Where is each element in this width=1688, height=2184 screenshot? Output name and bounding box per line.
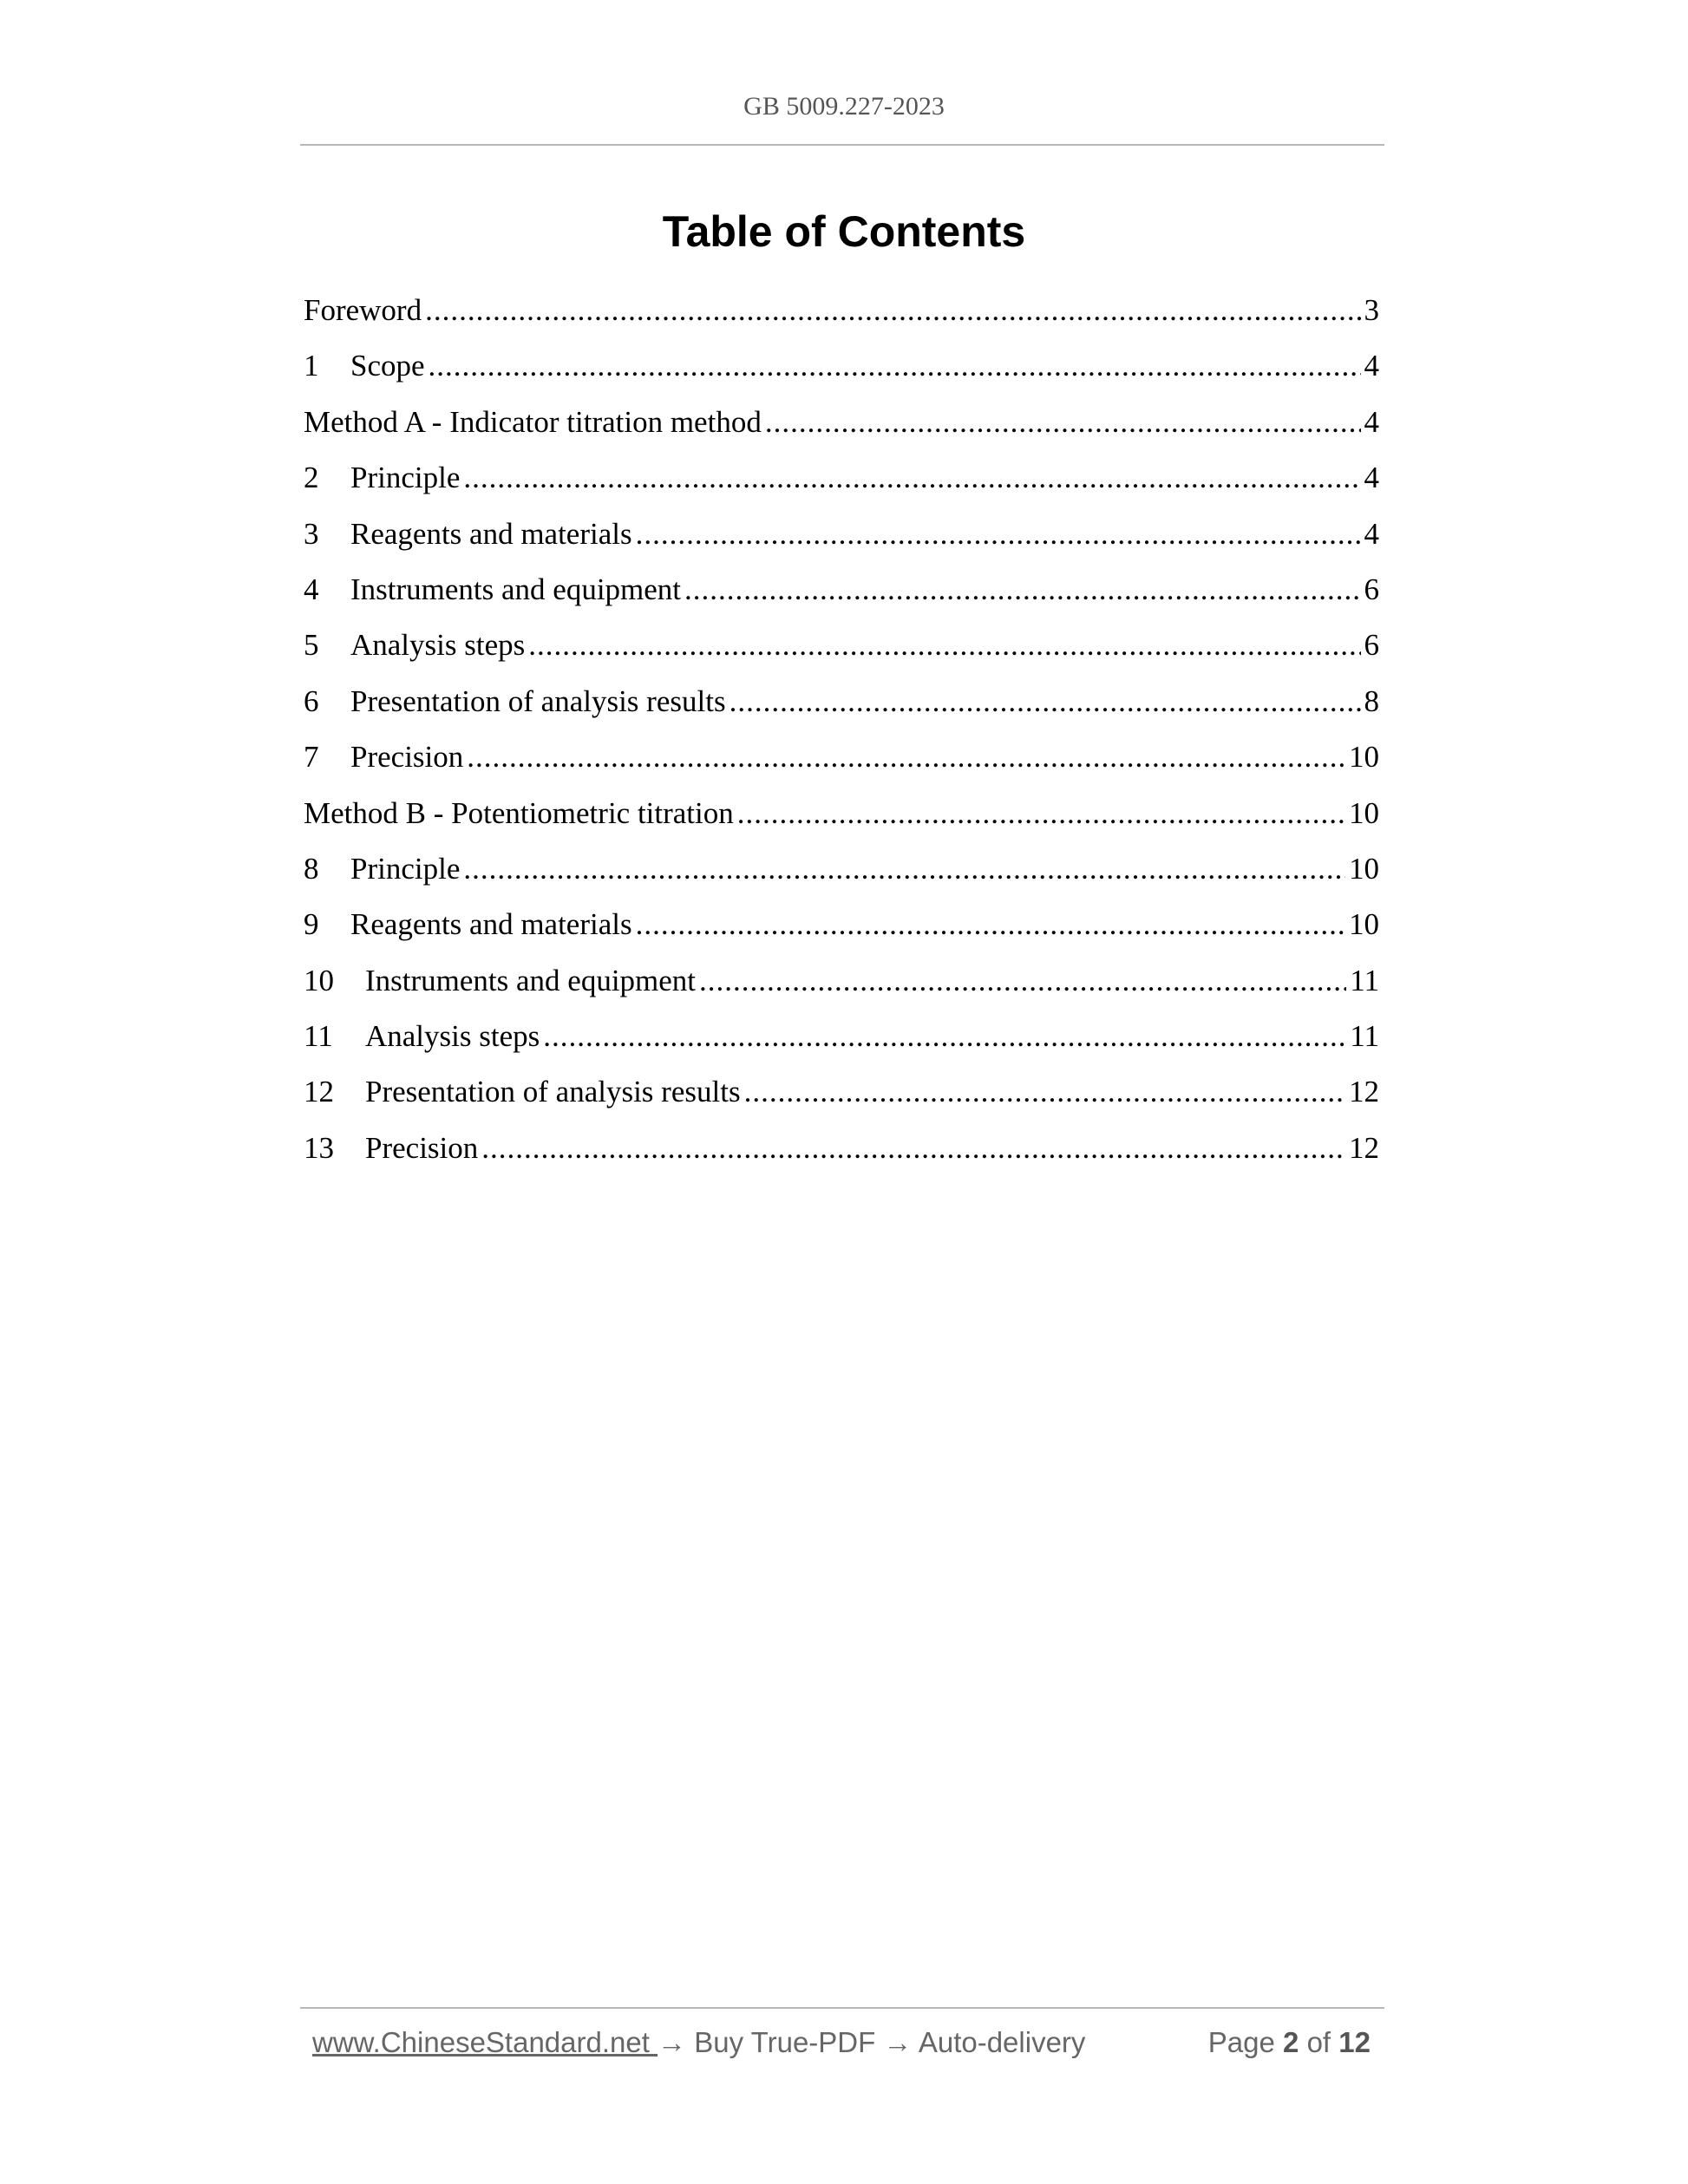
toc-entry-instruments-a[interactable] (304, 569, 1379, 624)
toc-entry-results-a[interactable] (304, 681, 1379, 736)
toc-entry-label: Precision (365, 1130, 479, 1165)
toc-entry-method-b[interactable] (304, 793, 1379, 848)
toc-entry-page: 4 (1364, 404, 1379, 439)
toc-entry-instruments-b[interactable] (304, 960, 1379, 1016)
toc-entry-page: 11 (1350, 963, 1379, 997)
toc-entry-analysis-a[interactable] (304, 624, 1379, 680)
toc-entry-label: Analysis steps (365, 1019, 540, 1054)
toc-entry-label: Foreword (304, 293, 422, 327)
buy-true-pdf-text: Buy True-PDF (694, 2026, 876, 2058)
toc-dot-leader (737, 793, 1345, 834)
arrow-right-icon: → (883, 2026, 913, 2058)
footer-divider (300, 2007, 1384, 2009)
toc-entry-number: 9 (304, 907, 319, 942)
auto-delivery-text: Auto-delivery (918, 2026, 1086, 2058)
total-page-count: 12 (1338, 2026, 1371, 2058)
toc-entry-number: 3 (304, 516, 319, 551)
toc-dot-leader (429, 345, 1361, 387)
toc-entry-label: Analysis steps (350, 628, 526, 663)
toc-entry-page: 4 (1364, 349, 1379, 383)
website-link[interactable]: www.ChineseStandard.net (312, 2026, 658, 2058)
toc-entry-number: 13 (304, 1130, 334, 1165)
toc-entry-label: Instruments and equipment (365, 963, 697, 997)
toc-entry-label: Principle (350, 851, 461, 886)
arrow-right-icon: → (658, 2026, 687, 2058)
toc-entry-page: 10 (1349, 851, 1379, 886)
toc-dot-leader (481, 1128, 1345, 1169)
toc-entry-page: 10 (1349, 795, 1379, 830)
document-id-header: GB 5009.227-2023 (743, 92, 945, 121)
toc-entry-label: Presentation of analysis results (365, 1075, 741, 1109)
toc-dot-leader (730, 681, 1361, 723)
toc-entry-method-a[interactable] (304, 402, 1379, 457)
toc-entry-label: Instruments and equipment (350, 572, 682, 606)
toc-entry-page: 8 (1364, 683, 1379, 718)
toc-dot-leader (463, 457, 1360, 499)
toc-entry-label: Principle (350, 461, 461, 495)
toc-dot-leader (636, 904, 1345, 945)
toc-entry-foreword[interactable] (304, 290, 1379, 345)
toc-entry-page: 4 (1364, 461, 1379, 495)
toc-entry-page: 4 (1364, 516, 1379, 551)
toc-entry-number: 1 (304, 349, 319, 383)
toc-entry-label: Reagents and materials (350, 907, 632, 942)
toc-entry-page: 10 (1349, 740, 1379, 775)
toc-entry-number: 10 (304, 963, 334, 997)
toc-entry-page: 10 (1349, 907, 1379, 942)
toc-entry-analysis-b[interactable] (304, 1016, 1379, 1071)
toc-entry-number: 2 (304, 461, 319, 495)
toc-entry-number: 12 (304, 1075, 334, 1109)
toc-heading: Table of Contents (662, 207, 1026, 256)
toc-entry-page: 6 (1364, 628, 1379, 663)
toc-dot-leader (699, 960, 1346, 1002)
toc-entry-number: 4 (304, 572, 319, 606)
page-indicator (1208, 2026, 1371, 2059)
toc-entry-reagents-a[interactable] (304, 513, 1379, 569)
toc-entry-number: 11 (304, 1019, 333, 1054)
toc-entry-label: Precision (350, 740, 464, 775)
toc-dot-leader (528, 624, 1360, 666)
toc-entry-number: 8 (304, 851, 319, 886)
page-label: Page (1207, 2026, 1275, 2058)
current-page-number: 2 (1283, 2026, 1299, 2058)
toc-dot-leader (425, 290, 1360, 331)
toc-entry-label: Presentation of analysis results (350, 683, 726, 718)
toc-dot-leader (543, 1016, 1346, 1057)
toc-entry-page: 6 (1364, 572, 1379, 606)
toc-dot-leader (765, 402, 1361, 443)
toc-dot-leader (463, 848, 1345, 890)
toc-entry-scope[interactable] (304, 345, 1379, 401)
toc-entry-principle-a[interactable] (304, 457, 1379, 513)
table-of-contents (304, 290, 1379, 1183)
toc-entry-page: 11 (1350, 1019, 1379, 1054)
toc-entry-page: 3 (1364, 293, 1379, 327)
toc-entry-page: 12 (1349, 1130, 1379, 1165)
toc-entry-label: Reagents and materials (350, 516, 632, 551)
toc-entry-number: 7 (304, 740, 319, 775)
header-divider (300, 144, 1384, 146)
toc-dot-leader (636, 513, 1361, 555)
toc-entry-page: 12 (1349, 1075, 1379, 1109)
toc-dot-leader (744, 1071, 1345, 1113)
toc-entry-precision-a[interactable] (304, 736, 1379, 792)
toc-entry-number: 5 (304, 628, 319, 663)
toc-entry-number: 6 (304, 683, 319, 718)
footer-promo (312, 2026, 1085, 2059)
toc-dot-leader (467, 736, 1345, 778)
toc-entry-results-b[interactable] (304, 1071, 1379, 1127)
toc-entry-precision-b[interactable] (304, 1128, 1379, 1183)
toc-entry-principle-b[interactable] (304, 848, 1379, 904)
toc-entry-label: Method A - Indicator titration method (304, 404, 762, 439)
toc-dot-leader (684, 569, 1360, 611)
toc-entry-label: Scope (350, 349, 425, 383)
toc-entry-reagents-b[interactable] (304, 904, 1379, 959)
of-label: of (1306, 2026, 1331, 2058)
toc-entry-label: Method B - Potentiometric titration (304, 795, 734, 830)
